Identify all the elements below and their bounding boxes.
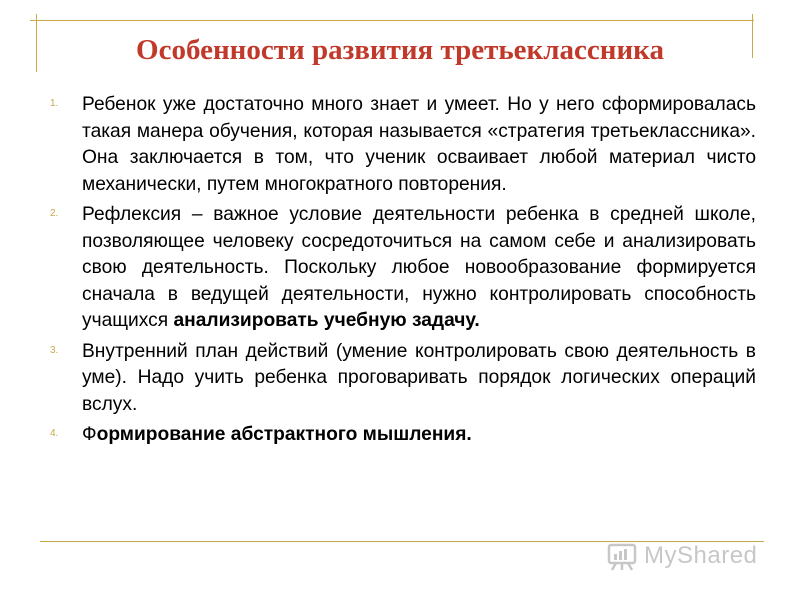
watermark-text: MyShared: [644, 542, 758, 569]
watermark: [606, 538, 776, 574]
left-rule: [36, 14, 37, 72]
item-body: Рефлексия – важное условие деятельности ребенка в средней школе, позволяющее человеку сосредоточиться на самом себе и анализировать свою деятельность. Поскольку любое новообразование формируется сначала в ведущей деятельности, нужно контролировать способность учащихся: [82, 204, 756, 331]
list-item: [46, 422, 756, 449]
myshared-logo-icon: [606, 539, 640, 573]
list-number: 4.: [50, 428, 59, 439]
slide-title: Особенности развития третьеклассника: [136, 34, 664, 66]
list-item-text: [82, 92, 756, 198]
item-body: Ребенок уже достаточно много знает и умеет. Но у него сформировалась такая манера обучения, которая называется «стратегия третьеклассника». Она заключается в том, что ученик осваивает любой материал чисто механически, путем многократного повторения.: [82, 94, 756, 195]
item-bold-text: анализировать учебную задачу.: [173, 310, 480, 331]
item-lead-text: Ф: [82, 424, 97, 445]
list-item: [46, 92, 756, 198]
item-bold-text: ормирование абстрактного мышления.: [96, 424, 472, 445]
list-item-text: [82, 422, 756, 449]
list-number: 1.: [50, 98, 59, 109]
list-item: [46, 202, 756, 335]
list-item-text: [82, 202, 756, 335]
list-item: [46, 339, 756, 419]
list-number: 2.: [50, 208, 59, 219]
list-number: 3.: [50, 344, 59, 356]
list-item-text: [82, 339, 756, 419]
top-rule: [30, 20, 754, 21]
numbered-list: [46, 92, 756, 453]
item-body: Внутренний план действий (умение контролировать свою деятельность в уме). Надо учить ребенка проговаривать порядок логических операций вслух.: [82, 340, 756, 415]
